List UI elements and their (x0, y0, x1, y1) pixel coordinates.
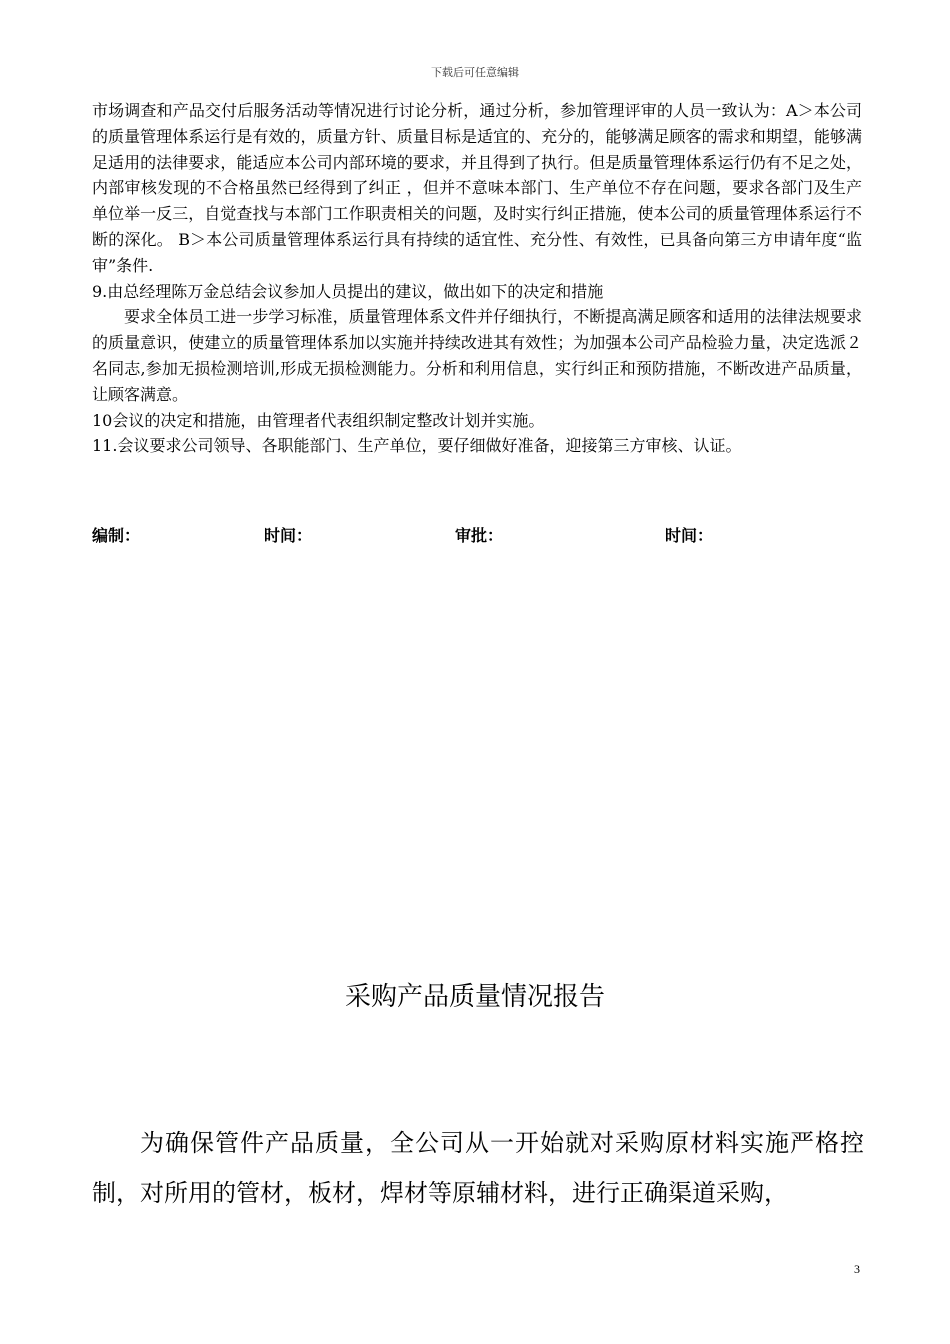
approved-by-label: 审批： (455, 526, 504, 545)
approved-time-label: 时间： (665, 526, 714, 545)
report-title: 采购产品质量情况报告 (344, 982, 605, 1012)
paragraph-review-conclusion: 市场调查和产品交付后服务活动等情况进行讨论分析，通过分析，参加管理评审的人员一致认为：A＞本公司的质量管理体系运行是有效的，质量方针、质量目标是适宜的、充分的，能够满足顾客的需求和期望，能够满足适用的法律要求，能适应本公司内部环境的要求，并且得到了执行。但是质量管理体系运行仍有不足之处，内部审核发现的不合格虽然已经得到了纠正 ，但并不意味本部门、生产单位不存在问题，要求各部门及生产单位举一反三，自觉查找与本部门工作职责相关的问题，及时实行纠正措施，使本公司的质量管理体系运行不断的深化。 B＞本公司质量管理体系运行具有持续的适宜性、充分性、有效性，已具备向第三方申请年度“监审”条件. (92, 101, 862, 275)
prepared-time-label: 时间： (264, 526, 313, 545)
page-number: 3 (854, 1262, 860, 1276)
paragraph-item-9: 9.由总经理陈万金总结会议参加人员提出的建议，做出如下的决定和措施 (92, 281, 604, 301)
paragraph-item-11: 11.会议要求公司领导、各职能部门、生产单位，要仔细做好准备，迎接第三方审核、认证。 (92, 436, 742, 456)
prepared-by-label: 编制： (92, 526, 141, 545)
page-header: 下载后可任意编辑 (431, 66, 519, 79)
signature-row (0, 523, 950, 549)
paragraph-requirements: 要求全体员工进一步学习标准，质量管理体系文件并仔细执行，不断提高满足顾客和适用的法律法规要求的质量意识，使建立的质量管理体系加以实施并持续改进其有效性；为加强本公司产品检验力量，决定选派２名同志,参加无损检测培训,形成无损检测能力。分析和利用信息，实行纠正和预防措施，不断改进产品质量，让顾客满意。 (92, 307, 862, 404)
paragraph-item-10: 10会议的决定和措施，由管理者代表组织制定整改计划并实施。 (92, 410, 545, 430)
meeting-conclusion-text (92, 98, 862, 459)
report-body-text: 为确保管件产品质量，全公司从一开始就对采购原材料实施严格控制，对所用的管材，板材，焊材等原辅材料，进行正确渠道采购， (92, 1129, 864, 1207)
